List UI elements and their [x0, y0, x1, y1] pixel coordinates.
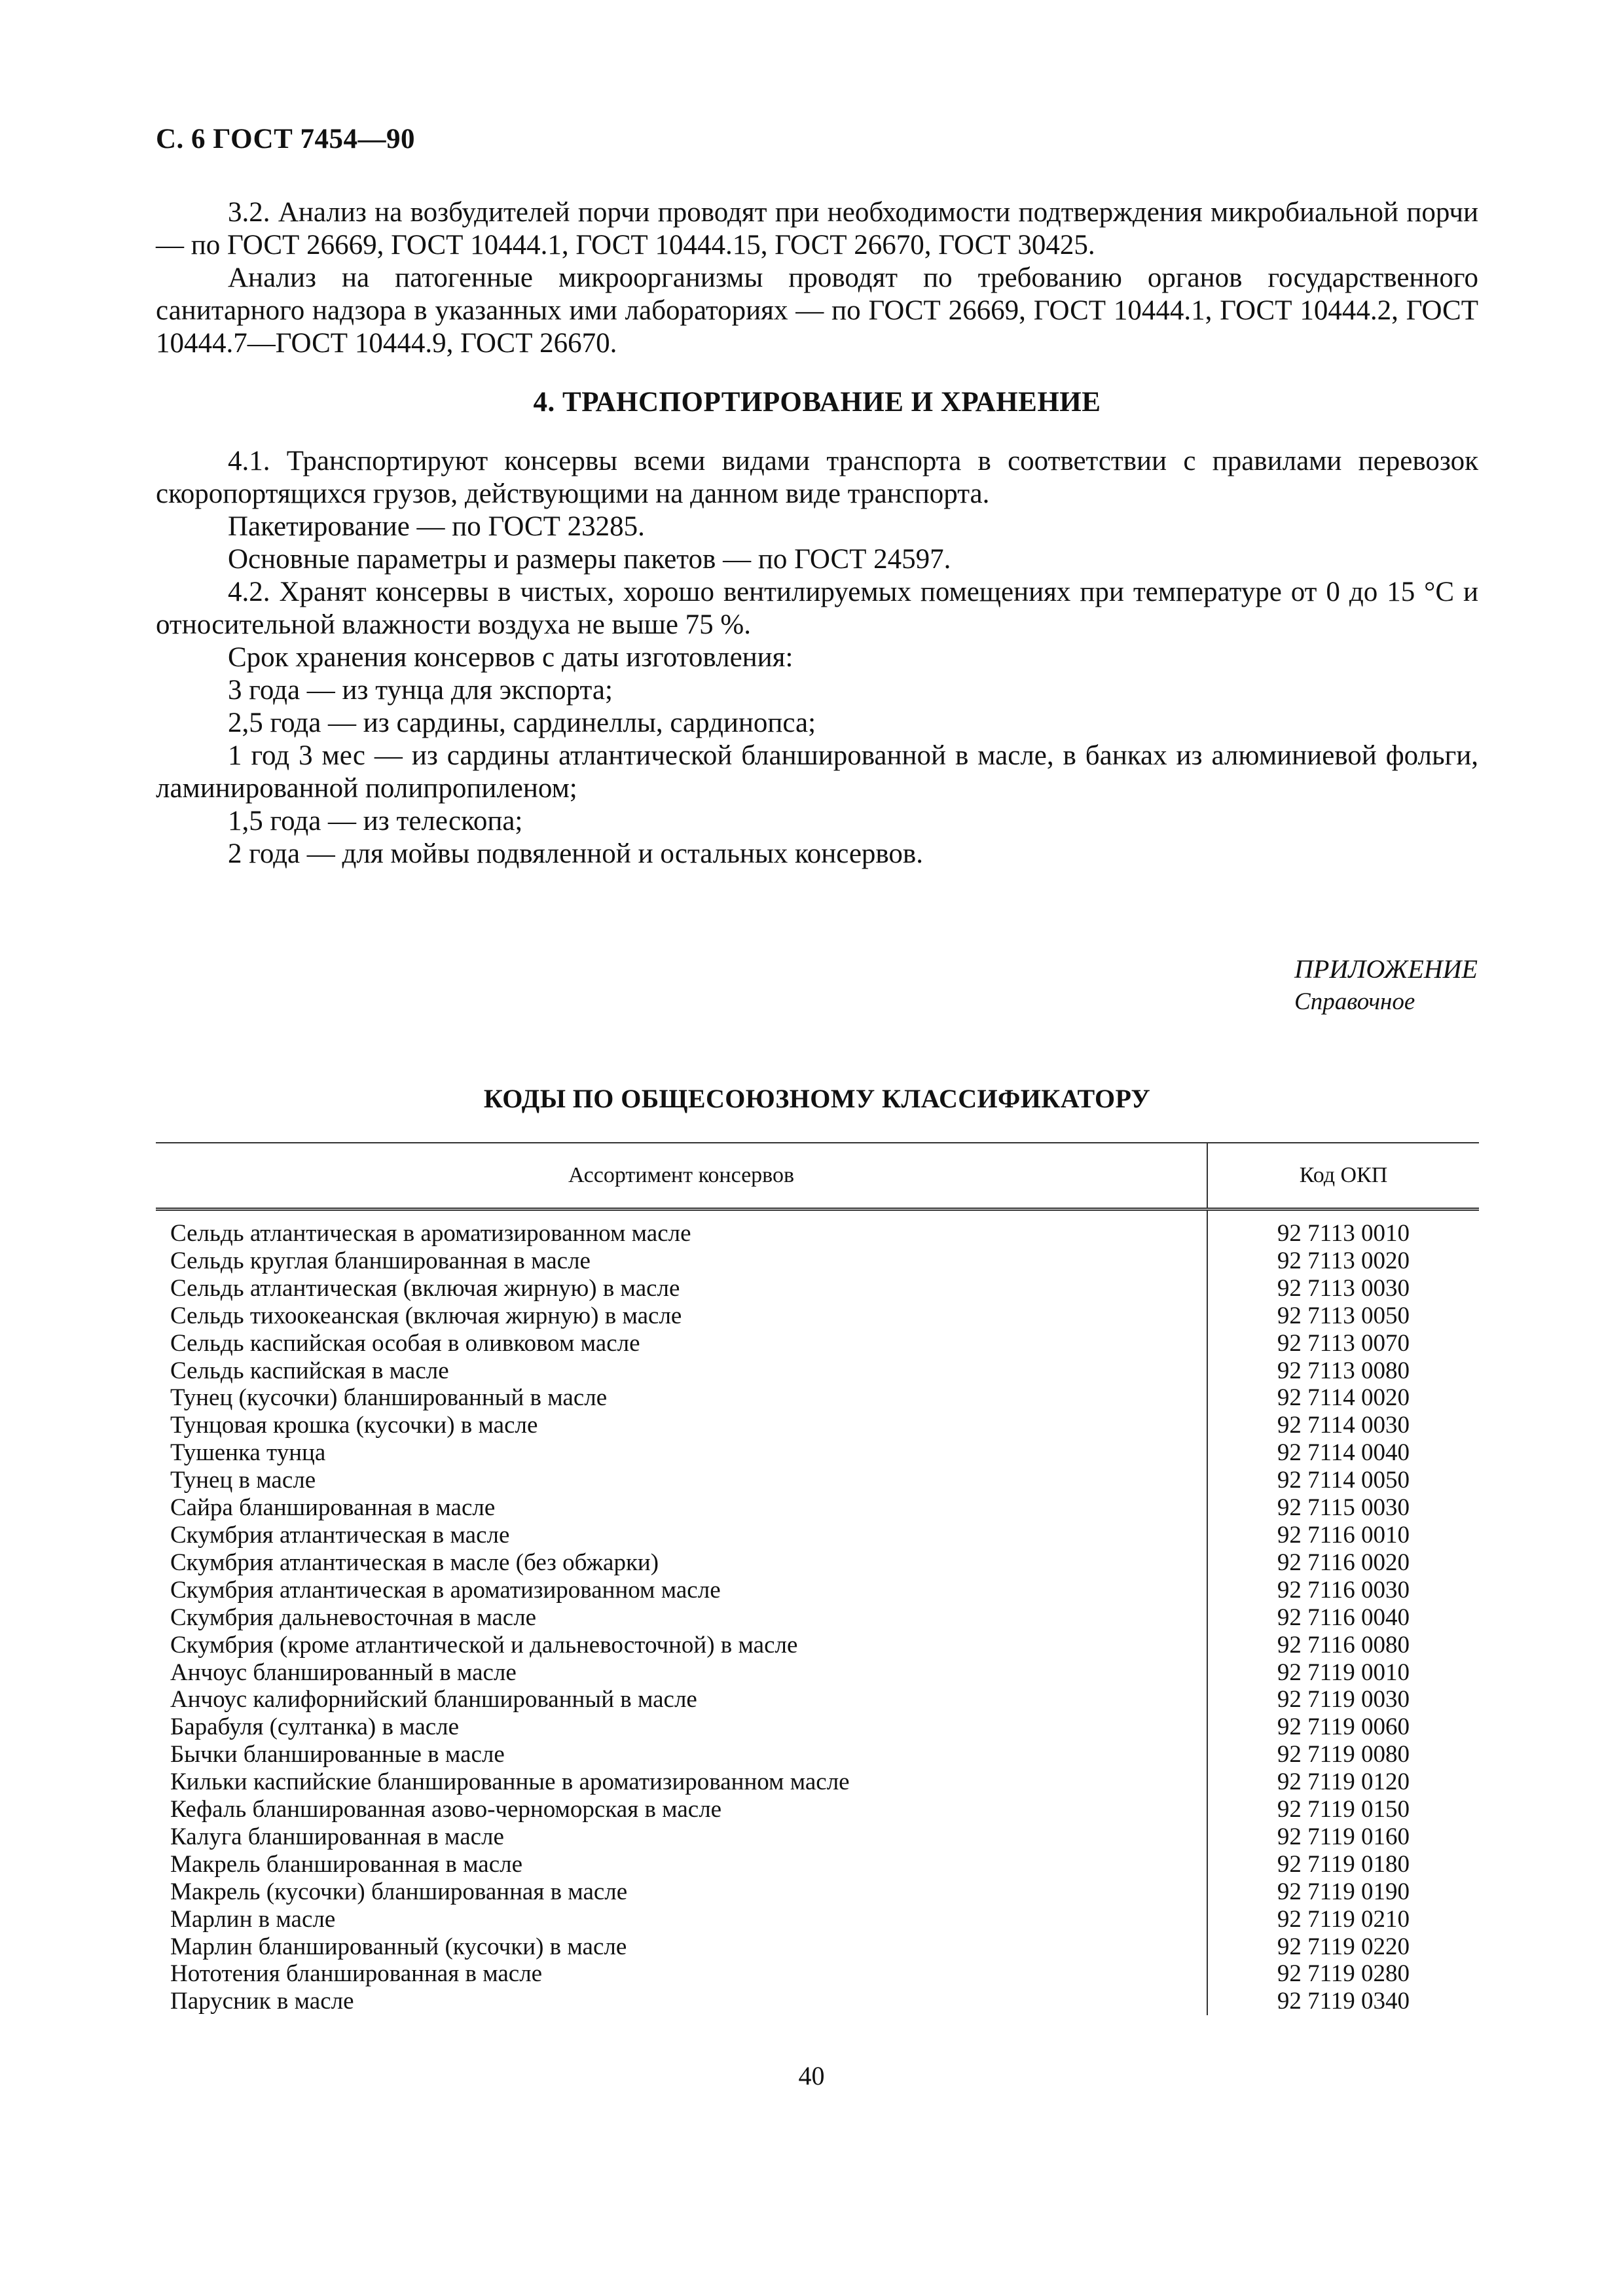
table-row [156, 1384, 1479, 1412]
codes-table [156, 1142, 1479, 2015]
okp-code-cell: 92 7119 0210 [1207, 1906, 1479, 1933]
appendix-label [1294, 953, 1478, 1018]
table-row [156, 1302, 1479, 1330]
assortment-cell: Марлин бланшированный (кусочки) в масле [170, 1933, 627, 1960]
okp-code-cell: 92 7114 0020 [1207, 1384, 1479, 1412]
section-4-text [156, 445, 1478, 870]
okp-code-cell: 92 7119 0120 [1207, 1768, 1479, 1796]
paragraph: 3 года — из тунца для экспорта; [228, 675, 613, 706]
assortment-cell: Тунцовая крошка (кусочки) в масле [170, 1412, 538, 1439]
table-row [156, 1741, 1479, 1768]
table-row [156, 1549, 1479, 1577]
table-row [156, 1467, 1479, 1494]
table-row [156, 1988, 1479, 2015]
okp-code-cell: 92 7113 0070 [1207, 1330, 1479, 1357]
appendix-title: ПРИЛОЖЕНИЕ [1294, 954, 1478, 984]
okp-code-cell: 92 7114 0040 [1207, 1439, 1479, 1467]
okp-code-cell: 92 7114 0050 [1207, 1467, 1479, 1494]
table-body [156, 1210, 1479, 2016]
appendix-subtitle: Справочное [1294, 988, 1415, 1015]
assortment-cell: Сельдь атлантическая в ароматизированном масле [170, 1220, 691, 1247]
table-row [156, 1330, 1479, 1357]
page-number: 40 [798, 2061, 825, 2090]
table-row [156, 1439, 1479, 1467]
table-header-row [156, 1143, 1479, 1210]
okp-code-cell: 92 7119 0060 [1207, 1713, 1479, 1741]
assortment-cell: Бычки бланшированные в масле [170, 1741, 505, 1768]
assortment-cell: Сельдь атлантическая (включая жирную) в масле [170, 1274, 680, 1302]
assortment-cell: Тунец (кусочки) бланшированный в масле [170, 1384, 608, 1412]
table-title: КОДЫ ПО ОБЩЕСОЮЗНОМУ КЛАССИФИКАТОРУ [483, 1084, 1151, 1113]
assortment-cell: Скумбрия атлантическая в масле [170, 1521, 510, 1549]
table-row [156, 1933, 1479, 1961]
okp-code-cell: 92 7119 0340 [1207, 1988, 1479, 2015]
paragraph: 1,5 года — из телескопа; [228, 806, 523, 836]
table-row [156, 1906, 1479, 1933]
okp-code-cell: 92 7119 0080 [1207, 1741, 1479, 1768]
okp-code-cell: 92 7114 0030 [1207, 1412, 1479, 1439]
okp-code-cell: 92 7113 0030 [1207, 1275, 1479, 1302]
paragraph: 2 года — для мойвы подвяленной и остальных консервов. [228, 838, 923, 869]
paragraph: 2,5 года — из сардины, сардинеллы, сардинопса; [228, 708, 816, 738]
page-header: С. 6 ГОСТ 7454—90 [156, 124, 416, 154]
assortment-cell: Сельдь круглая бланшированная в масле [170, 1247, 591, 1274]
assortment-cell: Скумбрия (кроме атлантической и дальневосточной) в масле [170, 1631, 798, 1659]
column-header-assortment: Ассортимент консервов [156, 1143, 1207, 1210]
assortment-cell: Тунец в масле [170, 1467, 316, 1494]
okp-code-cell: 92 7119 0220 [1207, 1933, 1479, 1961]
assortment-cell: Анчоус бланшированный в масле [170, 1659, 517, 1686]
table-row [156, 1713, 1479, 1741]
assortment-cell: Сельдь каспийская в масле [170, 1357, 449, 1384]
table-row [156, 1247, 1479, 1275]
table-row [156, 1686, 1479, 1713]
assortment-cell: Анчоус калифорнийский бланшированный в масле [170, 1686, 697, 1713]
table-row [156, 1796, 1479, 1823]
paragraph: Анализ на патогенные микроорганизмы проводят по требованию органов государственного санитарного надзора в указанных ими лабораториях — по ГОСТ 26669, ГОСТ 10444.1, ГОСТ 10444.2, ГОСТ 10444.7—ГОСТ 10444.9, ГОСТ 26670. [156, 262, 1478, 359]
section-4-title: 4. ТРАНСПОРТИРОВАНИЕ И ХРАНЕНИЕ [533, 387, 1101, 418]
assortment-cell: Кефаль бланшированная азово-черноморская в масле [170, 1796, 722, 1823]
table-row [156, 1577, 1479, 1604]
okp-code-cell: 92 7113 0080 [1207, 1357, 1479, 1385]
assortment-cell: Калуга бланшированная в масле [170, 1823, 504, 1850]
paragraph: Пакетирование — по ГОСТ 23285. [228, 511, 645, 542]
assortment-cell: Нототения бланшированная в масле [170, 1960, 543, 1988]
assortment-cell: Сельдь каспийская особая в оливковом масле [170, 1329, 640, 1357]
assortment-cell: Макрель бланшированная в масле [170, 1850, 522, 1878]
table-row [156, 1275, 1479, 1302]
table-row [156, 1823, 1479, 1851]
table-row [156, 1357, 1479, 1385]
okp-code-cell: 92 7119 0180 [1207, 1851, 1479, 1878]
okp-code-cell: 92 7116 0040 [1207, 1604, 1479, 1632]
okp-code-cell: 92 7119 0160 [1207, 1823, 1479, 1851]
assortment-cell: Скумбрия дальневосточная в масле [170, 1604, 537, 1631]
okp-code-cell: 92 7119 0150 [1207, 1796, 1479, 1823]
okp-code-cell: 92 7119 0030 [1207, 1686, 1479, 1713]
table-row [156, 1494, 1479, 1522]
okp-code-cell: 92 7115 0030 [1207, 1494, 1479, 1522]
okp-code-cell: 92 7116 0020 [1207, 1549, 1479, 1577]
assortment-cell: Парусник в масле [170, 1988, 354, 2015]
paragraph: 1 год 3 мес — из сардины атлантической бланшированной в масле, в банках из алюминиевой фольги, ламинированной полипропиленом; [156, 740, 1478, 804]
table-row [156, 1632, 1479, 1659]
table-row [156, 1878, 1479, 1906]
okp-code-cell: 92 7119 0010 [1207, 1659, 1479, 1687]
assortment-cell: Сайра бланшированная в масле [170, 1494, 496, 1522]
table-row [156, 1522, 1479, 1549]
paragraph: Основные параметры и размеры пакетов — по ГОСТ 24597. [228, 544, 951, 575]
paragraph: 4.2. Хранят консервы в чистых, хорошо вентилируемых помещениях при температуре от 0 до 15 °С и относительной влажности воздуха не выше 75 %. [156, 577, 1478, 640]
assortment-cell: Макрель (кусочки) бланшированная в масле [170, 1878, 628, 1905]
okp-code-cell: 92 7116 0010 [1207, 1522, 1479, 1549]
okp-code-cell: 92 7113 0050 [1207, 1302, 1479, 1330]
okp-code-cell: 92 7116 0080 [1207, 1632, 1479, 1659]
assortment-cell: Сельдь тихоокеанская (включая жирную) в масле [170, 1302, 682, 1329]
table-row [156, 1960, 1479, 1988]
column-header-code: Код ОКП [1207, 1143, 1479, 1210]
table-row [156, 1768, 1479, 1796]
okp-code-cell: 92 7119 0280 [1207, 1960, 1479, 1988]
paragraph: 4.1. Транспортируют консервы всеми видами транспорта в соответствии с правилами перевозок скоропортящихся грузов, действующими на данном виде транспорта. [156, 446, 1478, 509]
assortment-cell: Кильки каспийские бланшированные в ароматизированном масле [170, 1768, 850, 1796]
paragraph: 3.2. Анализ на возбудителей порчи проводят при необходимости подтверждения микробиальной порчи — по ГОСТ 26669, ГОСТ 10444.1, ГОСТ 10444.15, ГОСТ 26670, ГОСТ 30425. [156, 197, 1478, 260]
table-row [156, 1412, 1479, 1439]
table-row [156, 1604, 1479, 1632]
assortment-cell: Скумбрия атлантическая в ароматизированном масле [170, 1576, 721, 1604]
okp-code-cell: 92 7113 0010 [1207, 1210, 1479, 1247]
okp-code-cell: 92 7119 0190 [1207, 1878, 1479, 1906]
paragraph: Срок хранения консервов с даты изготовления: [228, 642, 793, 673]
okp-code-cell: 92 7113 0020 [1207, 1247, 1479, 1275]
assortment-cell: Марлин в масле [170, 1905, 336, 1933]
table-row [156, 1851, 1479, 1878]
assortment-cell: Скумбрия атлантическая в масле (без обжарки) [170, 1549, 659, 1576]
assortment-cell: Барабуля (султанка) в масле [170, 1713, 460, 1741]
okp-code-cell: 92 7116 0030 [1207, 1577, 1479, 1604]
table-row [156, 1659, 1479, 1687]
table-row [156, 1210, 1479, 1247]
assortment-cell: Тушенка тунца [170, 1439, 326, 1467]
section-3-text [156, 196, 1478, 360]
